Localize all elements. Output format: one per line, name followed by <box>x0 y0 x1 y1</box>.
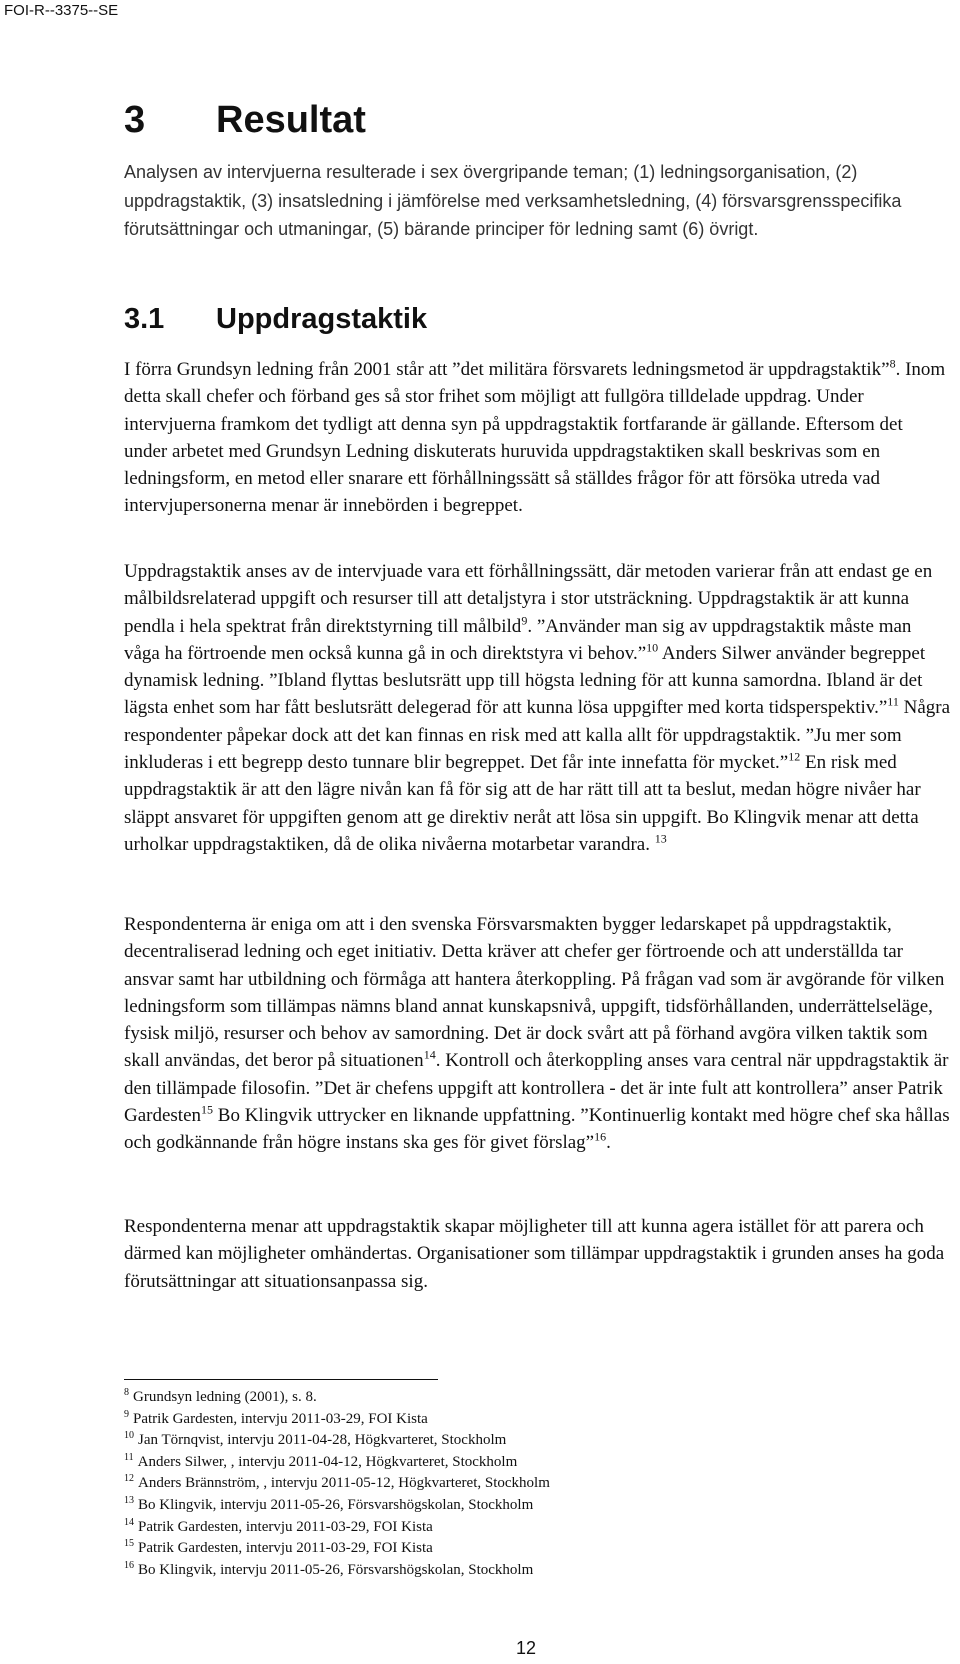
chapter-number: 3 <box>124 99 146 141</box>
text-run: . ”Använder man sig av uppdragstaktik måste man våga ha förtroende men också kunna gå in och direktstyra vi behov.” <box>124 615 912 664</box>
footnote-ref-9[interactable]: 9 <box>521 613 528 628</box>
footnote-text: Jan Törnqvist, intervju 2011-04-28, Högkvarteret, Stockholm <box>138 1432 507 1449</box>
body-paragraph-3 <box>124 911 950 1157</box>
footnote-ref-12[interactable]: 12 <box>788 749 801 764</box>
footnote-number: 13 <box>124 1494 134 1506</box>
footnote-number: 14 <box>124 1516 134 1528</box>
footnote-13 <box>124 1495 550 1517</box>
footnote-number: 11 <box>124 1451 134 1463</box>
text-run: I förra Grundsyn ledning från 2001 står att ”det militära försvarets ledningsmetod är uppdragstaktik” <box>124 359 890 380</box>
body-paragraph-2 <box>124 558 950 858</box>
document-id: FOI-R--3375--SE <box>4 2 119 19</box>
body-paragraph-1 <box>124 356 950 520</box>
footnote-8 <box>124 1387 550 1409</box>
footnote-list <box>124 1387 550 1581</box>
footnote-ref-13[interactable]: 13 <box>654 831 667 846</box>
footnote-text: Bo Klingvik, intervju 2011-05-26, Försvarshögskolan, Stockholm <box>138 1561 534 1578</box>
footnote-15 <box>124 1538 550 1560</box>
page-number: 12 <box>516 1638 537 1658</box>
section-number: 3.1 <box>124 303 165 335</box>
footnote-ref-11[interactable]: 11 <box>887 695 899 710</box>
footnote-number: 15 <box>124 1538 134 1550</box>
text-run: . <box>606 1132 611 1154</box>
footnote-11 <box>124 1452 550 1474</box>
footnote-number: 10 <box>124 1430 134 1442</box>
chapter-title: Resultat <box>216 99 366 141</box>
footnote-text: Anders Brännström, , intervju 2011-05-12, Högkvarteret, Stockholm <box>138 1475 550 1492</box>
footnote-text: Patrik Gardesten, intervju 2011-03-29, FOI Kista <box>133 1410 428 1427</box>
footnote-number: 9 <box>124 1408 129 1420</box>
text-run: . Kontroll och återkoppling anses vara central när uppdragstaktik är den tillämpade filosofin. ”Det är chefens uppgift att kontrollera - det är inte fult att kontrollera” anser Patrik Gardesten <box>124 1050 949 1127</box>
footnote-ref-8[interactable]: 8 <box>889 356 896 371</box>
footnote-ref-10[interactable]: 10 <box>646 640 659 655</box>
footnote-14 <box>124 1517 550 1539</box>
footnote-number: 16 <box>124 1559 134 1571</box>
footnote-text: Patrik Gardesten, intervju 2011-03-29, FOI Kista <box>138 1540 433 1557</box>
body-paragraph-4: Respondenterna menar att uppdragstaktik skapar möjligheter till att kunna agera istället för att parera och därmed kan möjligheter omhändertas. Organisationer som tillämpar uppdragstaktik i grunden anses ha goda förutsättningar att situationsanpassa sig. <box>124 1216 945 1292</box>
footnote-16 <box>124 1560 550 1582</box>
footnote-ref-14[interactable]: 14 <box>423 1048 436 1063</box>
footnote-number: 12 <box>124 1473 134 1485</box>
footnote-text: Patrik Gardesten, intervju 2011-03-29, FOI Kista <box>138 1518 433 1535</box>
footnote-12 <box>124 1473 550 1495</box>
text-run: Bo Klingvik uttrycker en liknande uppfattning. ”Kontinuerlig kontakt med högre chef ska hållas och godkännande från högre instans ska ges för givet förslag” <box>124 1105 950 1154</box>
footnote-separator <box>124 1379 438 1380</box>
footnote-ref-16[interactable]: 16 <box>594 1130 607 1145</box>
section-title: Uppdragstaktik <box>216 303 428 335</box>
chapter-heading <box>124 96 366 144</box>
section-heading <box>124 300 427 338</box>
text-run: Anders Silwer använder begreppet dynamisk ledning. ”Ibland flyttas beslutsrätt upp till högsta ledning för att kunna samordna. Ibland är det lägsta enhet som har fått beslutsrätt delegerad för att kunna lösa uppgifter med korta tidsperspektiv.” <box>124 642 926 719</box>
text-run: Några respondenter påpekar dock att det kan finnas en risk med att kalla allt för uppdragstaktik. ”Ju mer som inkluderas i ett begrepp desto tunnare blir begreppet. Det får inte innefatta för mycket.” <box>124 697 951 774</box>
intro-paragraph: Analysen av intervjuerna resulterade i sex övergripande teman; (1) ledningsorganisation, (2) uppdragstaktik, (3) insatsledning i jämförelse med verksamhetsledning, (4) försvarsgrensspecifika förutsättningar och utmaningar, (5) bärande principer för ledning samt (6) övrigt. <box>124 162 902 239</box>
footnote-ref-15[interactable]: 15 <box>201 1102 214 1117</box>
footnote-number: 8 <box>124 1387 129 1398</box>
text-run: . Inom detta skall chefer och förband ges så stor frihet som möjligt att fullgöra tilldelade uppdrag. Under intervjuerna framkom det tydligt att denna syn på uppdragstaktik fortfarande är gällande. Eftersom det under arbetet med Grundsyn Ledning diskuterats huruvida uppdragstaktiken skall beskrivas som en ledningsform, en metod eller snarare ett förhållningssätt så ställdes frågor för att försöka utreda vad intervjupersonerna menar är innebörden i begreppet. <box>124 359 946 517</box>
footnote-text: Anders Silwer, , intervju 2011-04-12, Högkvarteret, Stockholm <box>137 1453 518 1470</box>
footnote-text: Bo Klingvik, intervju 2011-05-26, Försvarshögskolan, Stockholm <box>138 1496 534 1513</box>
footnote-9 <box>124 1409 550 1431</box>
footnote-text: Grundsyn ledning (2001), s. 8. <box>133 1389 317 1405</box>
text-run: Uppdragstaktik anses av de intervjuade vara ett förhållningssätt, där metoden varierar från att endast ge en målbildsrelaterad uppgift och resurser till att detaljstyra i stor utsträckning. Uppdragstaktik är att kunna pendla i hela spektrat från direktstyrning till målbild <box>124 561 933 637</box>
footnote-10 <box>124 1430 550 1452</box>
text-run: En risk med uppdragstaktik är att den lägre nivån kan få för sig att de har rätt till att ta beslut, medan högre nivåer har släppt ansvaret för uppgiften genom att ge direktiv neråt att lösa sin uppgift. Bo Klingvik menar att detta urholkar uppdragstaktiken, då de olika nivåerna motarbetar varandra. <box>124 752 921 855</box>
text-run: Respondenterna är eniga om att i den svenska Försvarsmakten bygger ledarskapet på uppdragstaktik, decentraliserad ledning och eget initiativ. Detta kräver att chefer ger förtroende och att underställda tar ansvar samt har utbildning och förmåga att hantera återkoppling. På frågan vad som är avgörande för vilken ledningsform som tillämpas nämns bland annat kunskapsnivå, uppgift, tidsförhållanden, underrättelseläge, fysisk miljö, resurser och behov av samordning. Det är dock svårt att på förhand avgöra vilken taktik som skall användas, det beror på situationen <box>124 914 945 1072</box>
